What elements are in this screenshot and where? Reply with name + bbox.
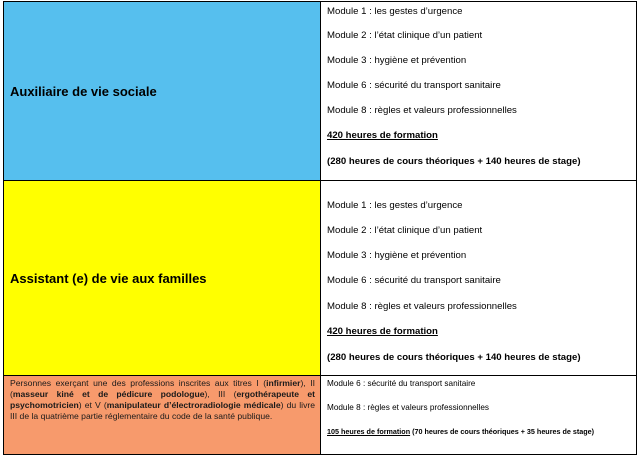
module-item: Module 3 : hygiène et prévention: [327, 55, 467, 66]
hours-breakdown: (70 heures de cours théoriques + 35 heures de stage): [412, 427, 595, 436]
module-item: Module 6 : sécurité du transport sanitaire: [327, 379, 476, 388]
role-title: Auxiliaire de vie sociale: [10, 83, 157, 99]
module-item: Module 2 : l’état clinique d’un patient: [327, 30, 483, 41]
total-hours: 420 heures de formation: [327, 130, 438, 141]
module-item: Module 8 : règles et valeurs professionnelles: [327, 403, 490, 412]
module-item: Module 6 : sécurité du transport sanitaire: [327, 275, 501, 286]
role-cell: [4, 376, 321, 454]
role-title: Assistant (e) de vie aux familles: [10, 270, 207, 286]
module-item: Module 8 : règles et valeurs professionnelles: [327, 301, 517, 312]
role-cell: [4, 2, 321, 180]
hours-breakdown: (280 heures de cours théoriques + 140 heures de stage): [327, 352, 581, 363]
module-item: Module 3 : hygiène et prévention: [327, 250, 467, 261]
training-table: [3, 1, 637, 455]
module-item: Module 6 : sécurité du transport sanitaire: [327, 80, 501, 91]
profession-description: Personnes exerçant une des professions inscrites aux titres I (infirmier), II (masseur kiné et de pédicure podologue), III (ergothérapeute et psychomotricien) et V (manipulateur d’électroradiologie médicale) du livre III de la quatrième partie réglementaire du code de la santé publique.: [10, 378, 316, 421]
modules-cell: [321, 376, 636, 454]
total-hours: 105 heures de formation: [327, 427, 411, 436]
role-cell: [4, 181, 321, 375]
modules-cell: [321, 181, 636, 375]
table-row-assistant: [4, 180, 636, 375]
hours-line: [327, 427, 594, 436]
table-row-auxiliaire: [4, 2, 636, 180]
module-item: Module 1 : les gestes d’urgence: [327, 200, 463, 211]
module-item: Module 8 : règles et valeurs professionnelles: [327, 105, 517, 116]
hours-breakdown: (280 heures de cours théoriques + 140 heures de stage): [327, 156, 581, 167]
table-row-professions: [4, 375, 636, 454]
module-item: Module 2 : l’état clinique d’un patient: [327, 225, 483, 236]
modules-cell: [321, 2, 636, 180]
module-item: Module 1 : les gestes d’urgence: [327, 6, 463, 17]
total-hours: 420 heures de formation: [327, 326, 438, 337]
